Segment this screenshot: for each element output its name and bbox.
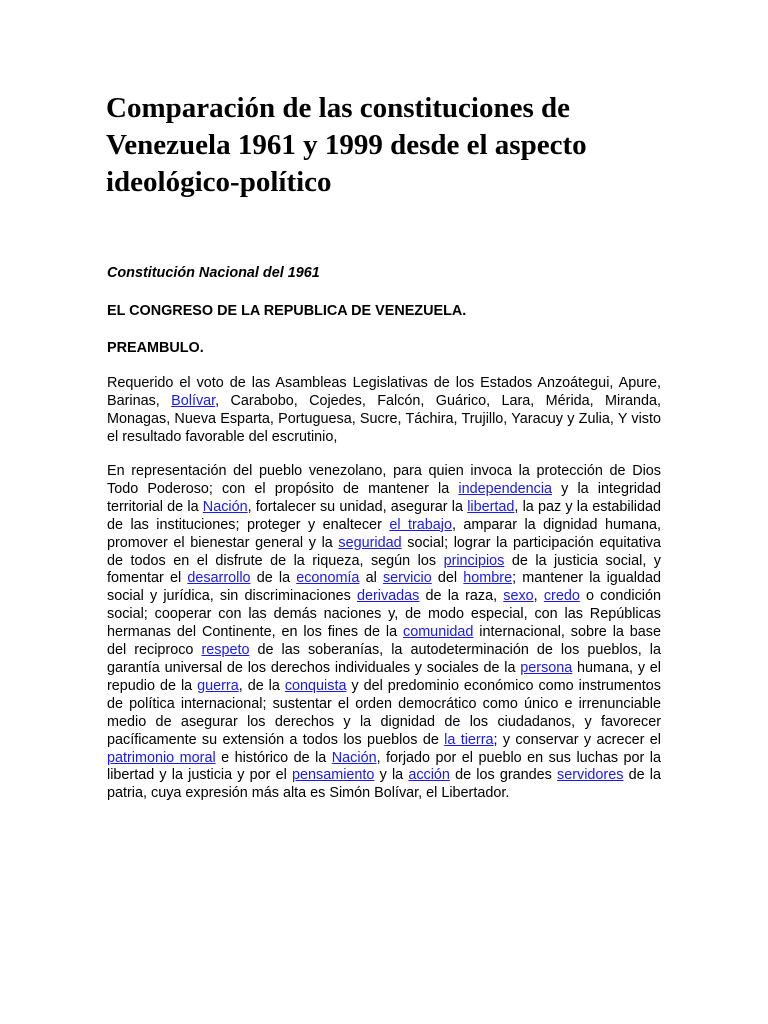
paragraph-text: de la raza, [419, 588, 504, 605]
link-bolivar[interactable]: Bolívar [171, 392, 216, 409]
link-patrimonio-moral[interactable]: patrimonio moral [107, 749, 216, 766]
link-principios[interactable]: principios [443, 552, 505, 569]
paragraph-text: y la [374, 767, 409, 784]
preamble-paragraph-1 [107, 375, 661, 447]
link-nacion[interactable]: Nación [331, 749, 377, 766]
link-servicio[interactable]: servicio [382, 570, 432, 587]
link-persona[interactable]: persona [520, 659, 573, 676]
paragraph-text: , amparar la dignidad humana, promover el bienestar general y la [107, 516, 661, 551]
link-independencia[interactable]: independencia [458, 480, 553, 497]
paragraph-text: de la justicia social, y fomentar el [107, 552, 662, 587]
paragraph-text: o condición social; cooperar con las demás naciones y, de modo especial, con las Repúblicas hermanas del Continente, en los fines de la [107, 588, 661, 641]
paragraph-text: y del predominio económico como instrumentos de política internacional; sustentar el orden democrático como único e irrenunciable medio de asegurar los derechos y la dignidad de los ciudadanos, y favorecer pacíficamente su extensión a todos los pueblos de [107, 677, 662, 748]
paragraph-text: Requerido el voto de las Asambleas Legislativas de los Estados Anzoátegui, Apure, Barinas, [107, 375, 661, 409]
paragraph-text: , Carabobo, Cojedes, Falcón, Guárico, Lara, Mérida, Miranda, Monagas, Nueva Esparta, Portuguesa, Sucre, Táchira, Trujillo, Yaracuy y Zulia, Y visto el resultado favorable del escrutinio, [107, 392, 661, 445]
paragraph-text: internacional, sobre la base del reciproco [107, 624, 662, 659]
paragraph-text: , [533, 588, 544, 605]
link-libertad[interactable]: libertad [467, 498, 515, 515]
paragraph-text: ; y conservar y acrecer el [493, 731, 661, 748]
paragraph-text: del [431, 570, 464, 587]
congress-heading: EL CONGRESO DE LA REPUBLICA DE VENEZUELA. [107, 303, 467, 319]
paragraph-text: En representación del pueblo venezolano, para quien invoca la protección de Dios Todo Poderoso; con el propósito de mantener la [107, 463, 661, 497]
preamble-paragraph-2 [107, 463, 661, 803]
paragraph-text: , la paz y la estabilidad de las instituciones; proteger y enaltecer [107, 498, 662, 533]
paragraph-text: humana, y el repudio de la [107, 659, 661, 694]
paragraph-text: , fortalecer su unidad, asegurar la [247, 498, 468, 515]
link-accion[interactable]: acción [408, 767, 450, 784]
paragraph-text: ; mantener la igualdad social y jurídica, sin discriminaciones [107, 570, 661, 605]
link-conquista[interactable]: conquista [284, 677, 347, 694]
link-pensamiento[interactable]: pensamiento [292, 767, 375, 784]
link-servidores[interactable]: servidores [557, 767, 624, 784]
link-guerra[interactable]: guerra [197, 677, 239, 694]
paragraph-text: de la patria, cuya expresión más alta es Simón Bolívar, el Libertador. [107, 767, 661, 802]
paragraph-text: al [359, 570, 383, 587]
link-respeto[interactable]: respeto [201, 642, 250, 659]
paragraph-text: de las soberanías, la autodeterminación de los pueblos, la garantía universal de los derechos individuales y sociales de la [107, 642, 661, 676]
paragraph-text: , forjado por el pueblo en sus luchas por la libertad y la justicia y por el [107, 749, 661, 784]
link-la-tierra[interactable]: la tierra [444, 731, 494, 748]
paragraph-text: y la integridad territorial de la [107, 480, 661, 515]
link-nacion[interactable]: Nación [202, 498, 248, 515]
paragraph-text: e histórico de la [215, 749, 332, 766]
link-economia[interactable]: economía [296, 570, 360, 587]
document-title: Comparación de las constituciones de Venezuela 1961 y 1999 desde el aspecto ideológico-político [106, 92, 587, 198]
paragraph-text: , de la [238, 677, 285, 694]
link-derivadas[interactable]: derivadas [356, 588, 420, 605]
link-desarrollo[interactable]: desarrollo [187, 570, 251, 587]
constitution-subtitle: Constitución Nacional del 1961 [107, 265, 320, 281]
link-seguridad[interactable]: seguridad [338, 534, 402, 551]
preamble-heading: PREAMBULO. [107, 340, 204, 356]
link-comunidad[interactable]: comunidad [403, 624, 474, 641]
paragraph-text: de los grandes [449, 767, 558, 784]
link-sexo[interactable]: sexo [503, 588, 534, 605]
link-hombre[interactable]: hombre [463, 570, 513, 587]
paragraph-text: de la [250, 570, 297, 587]
link-el-trabajo[interactable]: el trabajo [389, 516, 452, 533]
link-credo[interactable]: credo [543, 588, 580, 605]
paragraph-text: social; lograr la participación equitativa de todos en el disfrute de la riqueza, según los [107, 534, 662, 569]
